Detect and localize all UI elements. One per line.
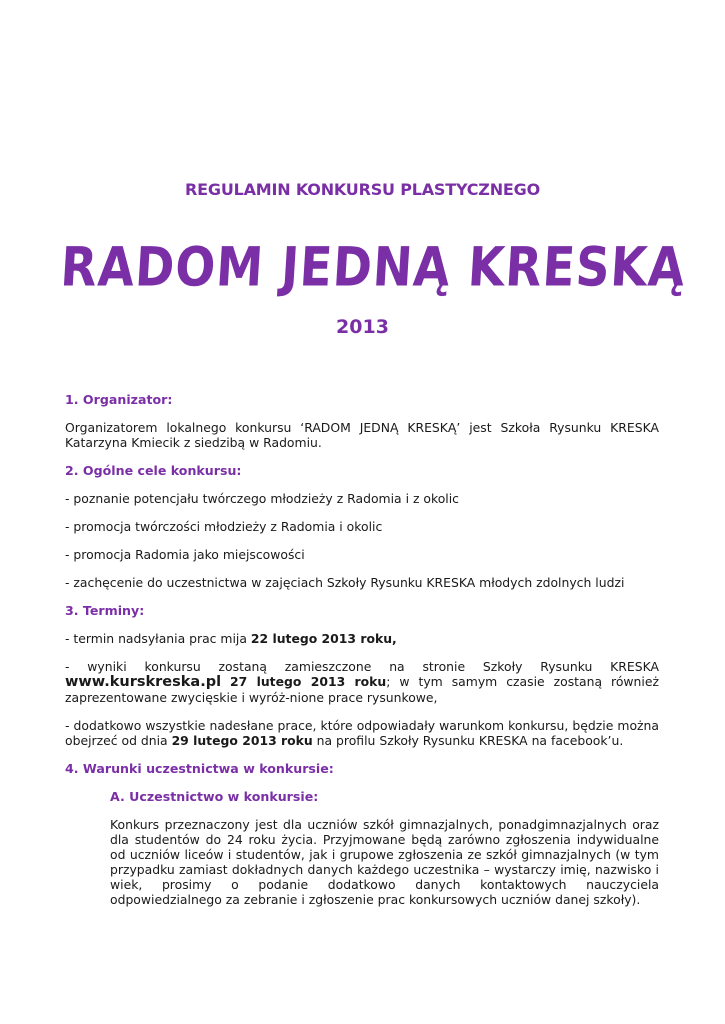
- results-date: 27 lutego 2013 roku: [230, 674, 387, 689]
- document-title: RADOM JEDNĄ KRESKĄ: [58, 236, 688, 300]
- results-text: - wyniki konkursu zostaną zamieszczone na stronie Szkoły Rysunku KRESKA: [65, 659, 659, 674]
- exhibition-text: - dodatkowo wszystkie nadesłane prace, które odpowiadały warunkom konkursu, będzie można obejrzeć od dnia: [65, 718, 659, 748]
- document-subtitle: REGULAMIN KONKURSU PLASTYCZNEGO: [185, 180, 540, 199]
- section-3-heading: 3. Terminy:: [65, 603, 145, 618]
- list-item: - poznanie potencjału twórczego młodzieży z Radomia i z okolic: [65, 491, 459, 506]
- section-4a-heading: A. Uczestnictwo w konkursie:: [110, 789, 319, 804]
- section-1-text: Organizatorem lokalnego konkursu ‘RADOM JEDNĄ KRESKĄ’ jest Szkoła Rysunku KRESKA Katarzyna Kmiecik z siedzibą w Radomiu.: [65, 420, 659, 450]
- exhibition-date: 29 lutego 2013 roku: [171, 733, 313, 748]
- exhibition-item: [65, 718, 659, 748]
- deadline-item: [65, 631, 659, 646]
- list-item: - zachęcenie do uczestnictwa w zajęciach Szkoły Rysunku KRESKA młodych zdolnych ludzi: [65, 575, 625, 590]
- list-item: - promocja twórczości młodzieży z Radomia i okolic: [65, 519, 383, 534]
- deadline-text: - termin nadsyłania prac mija: [65, 631, 251, 646]
- section-4a-text: Konkurs przeznaczony jest dla uczniów szkół gimnazjalnych, ponadgimnazjalnych oraz dla studentów do 24 roku życia. Przyjmowane będą zarówno zgłoszenia indywidualne od uczniów liceów i studentów, jak i grupowe zgłoszenia ze szkół gimnazjalnych (w tym przypadku zamiast dokładnych danych każdego uczestnika – wystarczy imię, nazwisko i wiek, prosimy o podanie dodatkowo danych kontaktowych nauczyciela odpowiedzialnego za zebranie i zgłoszenie prac konkursowych uczniów danej szkoły).: [110, 817, 659, 907]
- results-item: [65, 659, 659, 705]
- website-link[interactable]: www.kurskreska.pl: [65, 674, 222, 690]
- section-2-heading: 2. Ogólne cele konkursu:: [65, 463, 242, 478]
- exhibition-text-end: na profilu Szkoły Rysunku KRESKA na facebook’u.: [312, 733, 624, 748]
- section-4-heading: 4. Warunki uczestnictwa w konkursie:: [65, 761, 334, 776]
- results-text-end: ; w tym samym czasie zostaną również zaprezentowane zwycięskie i wyróż-nione prace rysunkowe,: [65, 674, 659, 705]
- section-1-heading: 1. Organizator:: [65, 392, 173, 407]
- deadline-date: 22 lutego 2013 roku,: [250, 631, 397, 646]
- document-year: 2013: [336, 316, 389, 338]
- list-item: - promocja Radomia jako miejscowości: [65, 547, 305, 562]
- document-body: [65, 392, 659, 920]
